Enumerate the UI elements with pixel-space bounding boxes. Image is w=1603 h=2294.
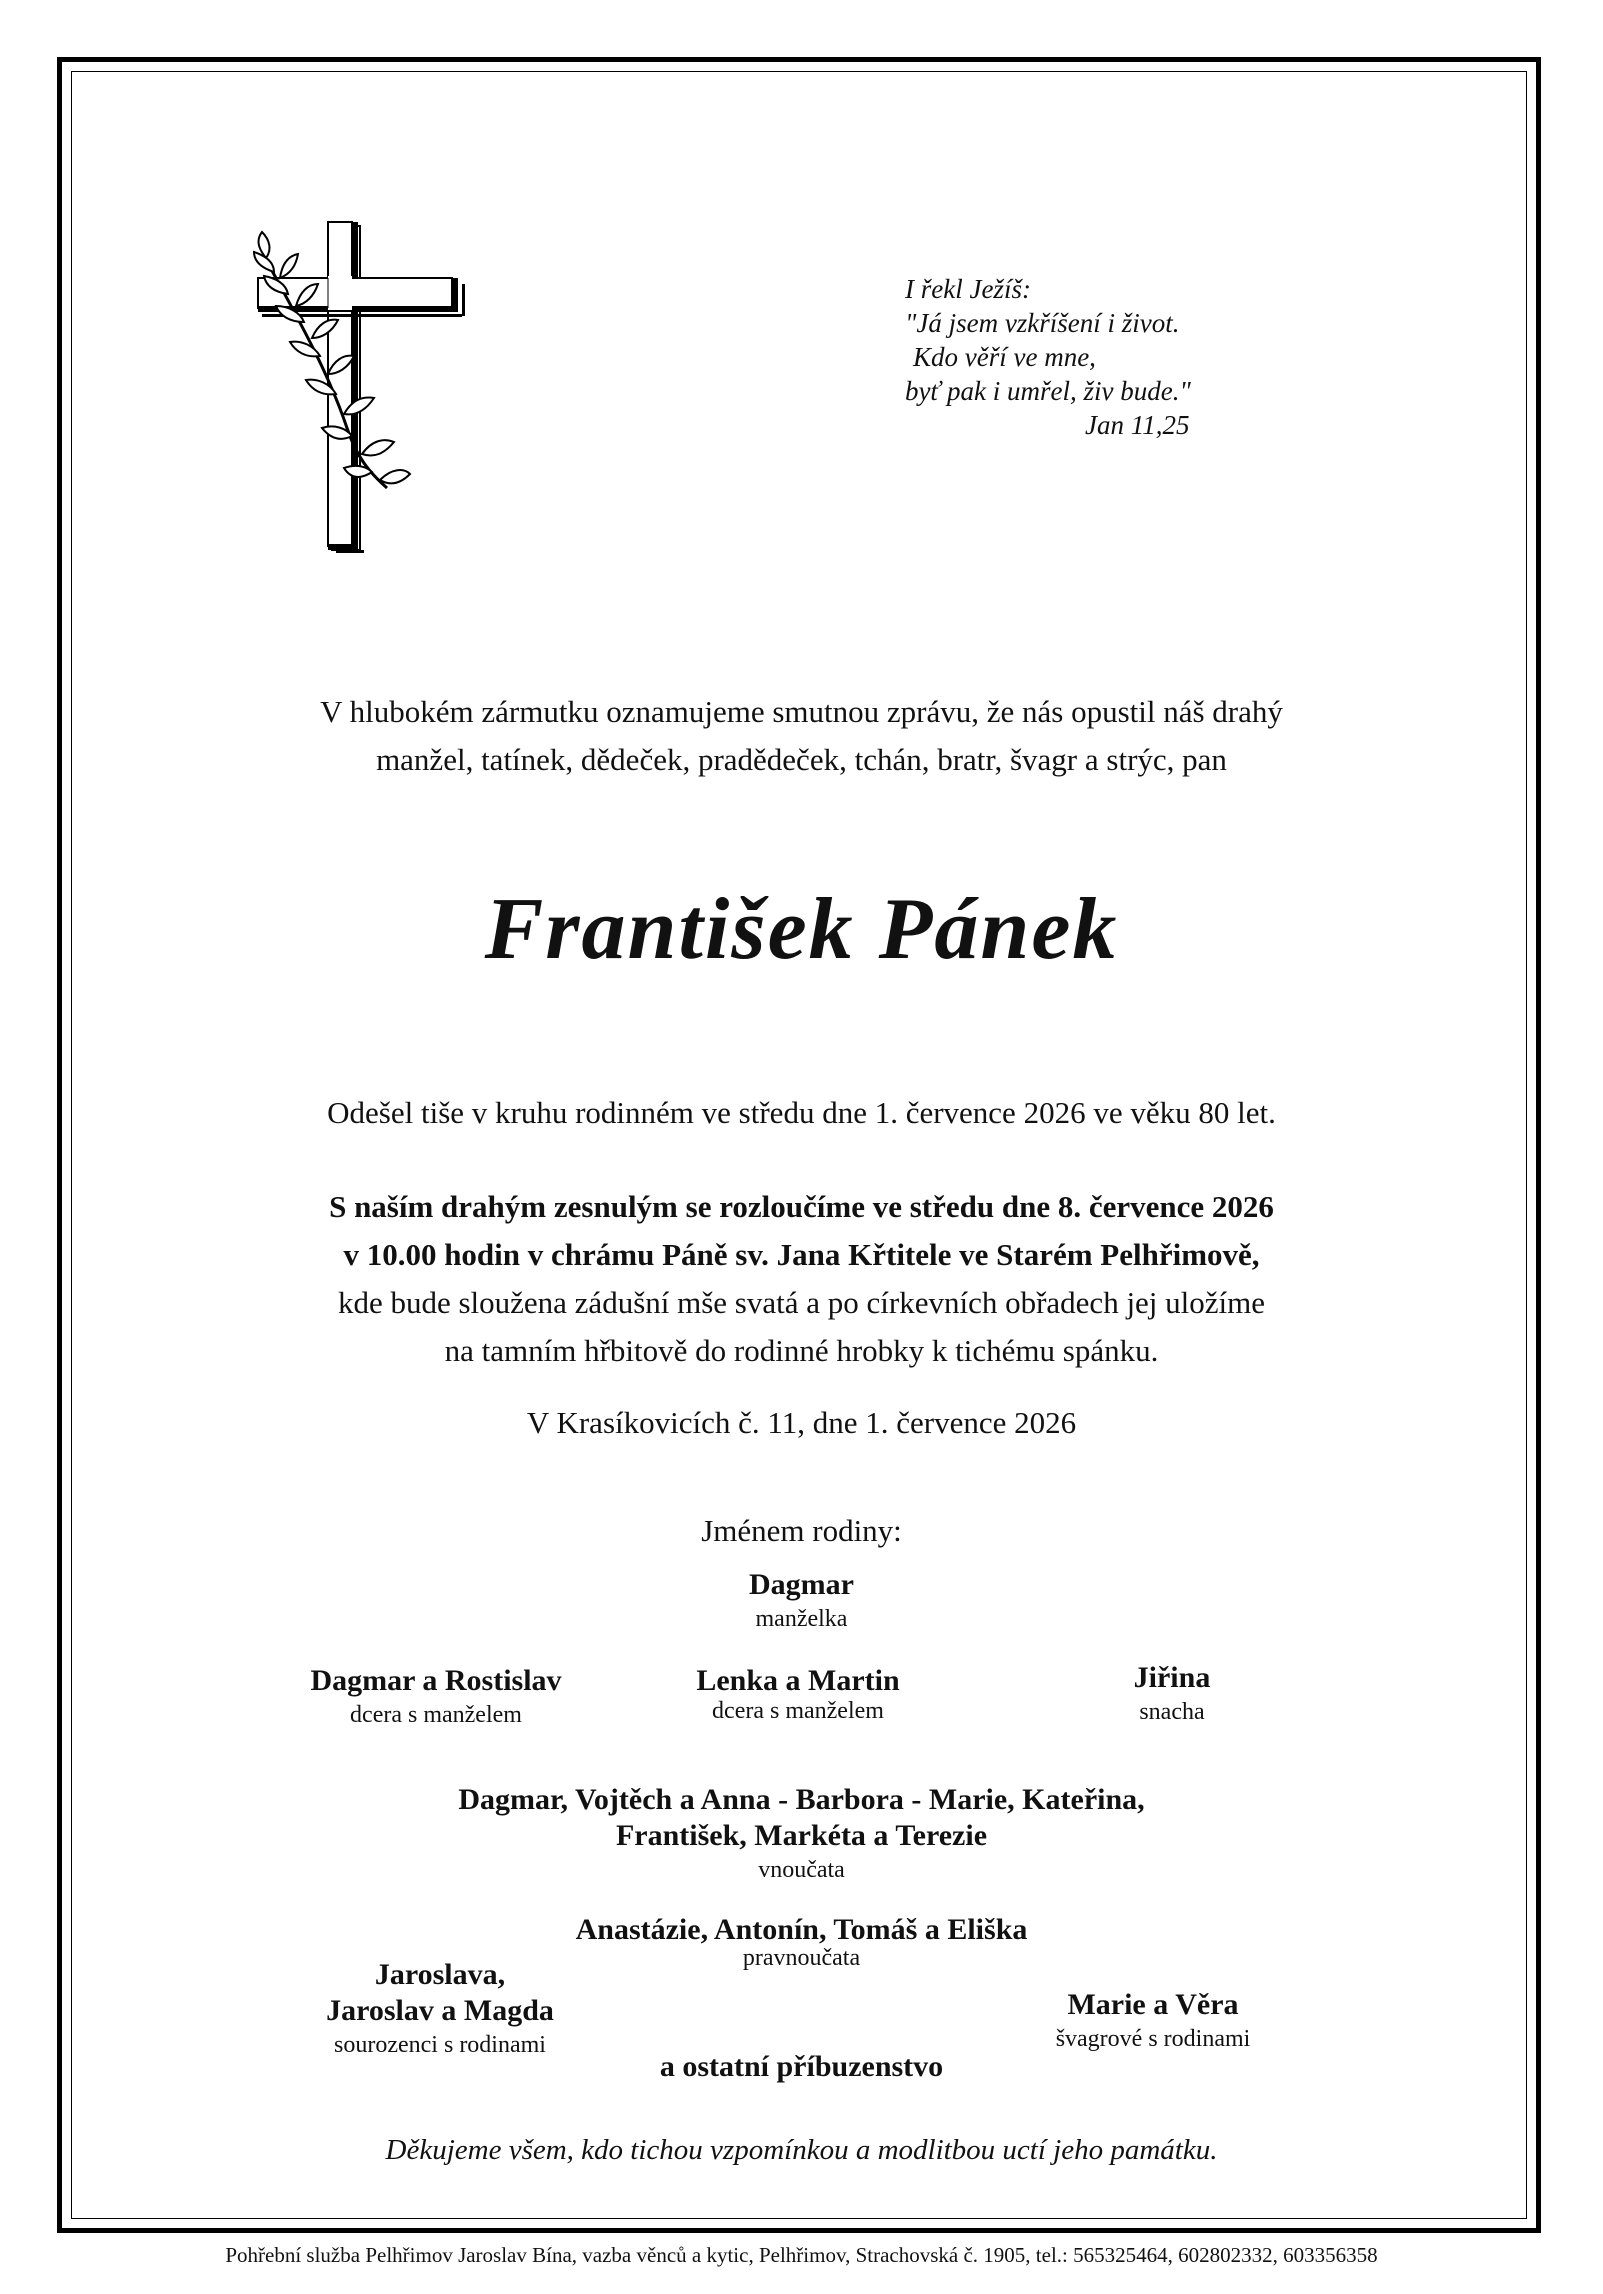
member-name: František, Markéta a Terezie	[615, 1819, 988, 1852]
member-role: snacha	[1139, 1699, 1205, 1725]
member-role: dcera s manželem	[350, 1702, 522, 1728]
member-name: Marie a Věra	[1067, 1988, 1239, 2021]
intro-text	[150, 688, 1453, 784]
member-name: Jaroslava,	[374, 1958, 506, 1991]
funeral-bold-line: S naším drahým zesnulým se rozloučíme ve středu dne 8. července 2026	[329, 1189, 1274, 1224]
funeral-line: kde bude sloužena zádušní mše svatá a po církevních obřadech jej uložíme	[337, 1285, 1266, 1320]
member-role: sourozenci s rodinami	[334, 2032, 546, 2058]
other-relatives: a ostatní příbuzenstvo	[659, 2050, 944, 2083]
funeral-bold-line: v 10.00 hodin v chrámu Páně sv. Jana Křtitele ve Starém Pelhřimově,	[343, 1237, 1260, 1272]
quote-line: "Já jsem vzkříšení i život.	[905, 308, 1180, 338]
quote-reference: Jan 11,25	[1085, 410, 1190, 440]
quote-line: byť pak i umřel, živ bude."	[905, 376, 1191, 406]
member-name: Dagmar	[749, 1568, 854, 1601]
family-daughter-in-law	[972, 1660, 1372, 1728]
member-name: Anastázie, Antonín, Tomáš a Eliška	[575, 1913, 1028, 1946]
member-role: dcera s manželem	[712, 1698, 884, 1724]
member-role: vnoučata	[758, 1857, 845, 1883]
intro-line: manžel, tatínek, dědeček, pradědeček, tchán, bratr, švagr a strýc, pan	[376, 742, 1227, 777]
family-grandchildren	[250, 1782, 1353, 1886]
family-daughter-2	[598, 1663, 998, 1727]
thanks-line: Děkujeme všem, kdo tichou vzpomínkou a modlitbou uctí jeho památku.	[385, 2134, 1218, 2166]
member-name: Dagmar, Vojtěch a Anna - Barbora - Marie, Kateřina,	[458, 1783, 1145, 1816]
member-name: Dagmar a Rostislav	[310, 1664, 562, 1697]
family-wife	[600, 1567, 1003, 1635]
member-role: pravnoučata	[742, 1945, 861, 1971]
funeral-line: na tamním hřbitově do rodinné hrobky k tichému spánku.	[444, 1333, 1159, 1368]
member-name: Jaroslav a Magda	[326, 1994, 554, 2027]
passed-line: Odešel tiše v kruhu rodinném ve středu dne 1. července 2026 ve věku 80 let.	[327, 1095, 1276, 1130]
quote-line: Kdo věří ve mne,	[913, 342, 1096, 372]
family-heading: Jménem rodiny:	[701, 1513, 902, 1548]
cross-with-palm-branch-icon	[252, 218, 467, 558]
quote-line: I řekl Ježíš:	[905, 274, 1031, 304]
bible-quote	[905, 272, 1191, 442]
family-in-laws	[953, 1987, 1353, 2055]
member-name: Lenka a Martin	[696, 1664, 900, 1697]
intro-line: V hlubokém zármutku oznamujeme smutnou zprávu, že nás opustil náš drahý	[320, 694, 1283, 729]
funeral-service-footer: Pohřební služba Pelhřimov Jaroslav Bína, vazba věnců a kytic, Pelhřimov, Strachovská č. 1905, tel.: 565325464, 602802332, 603356358	[225, 2243, 1378, 2267]
place-date: V Krasíkovicích č. 11, dne 1. července 2026	[526, 1405, 1077, 1440]
member-role: manželka	[755, 1606, 848, 1632]
family-daughter-1	[236, 1663, 636, 1731]
member-role: švagrové s rodinami	[1055, 2026, 1251, 2052]
member-name: Jiřina	[1133, 1661, 1211, 1694]
funeral-info	[150, 1183, 1453, 1375]
family-siblings	[240, 1957, 640, 2061]
deceased-name: František Pánek	[484, 881, 1119, 978]
